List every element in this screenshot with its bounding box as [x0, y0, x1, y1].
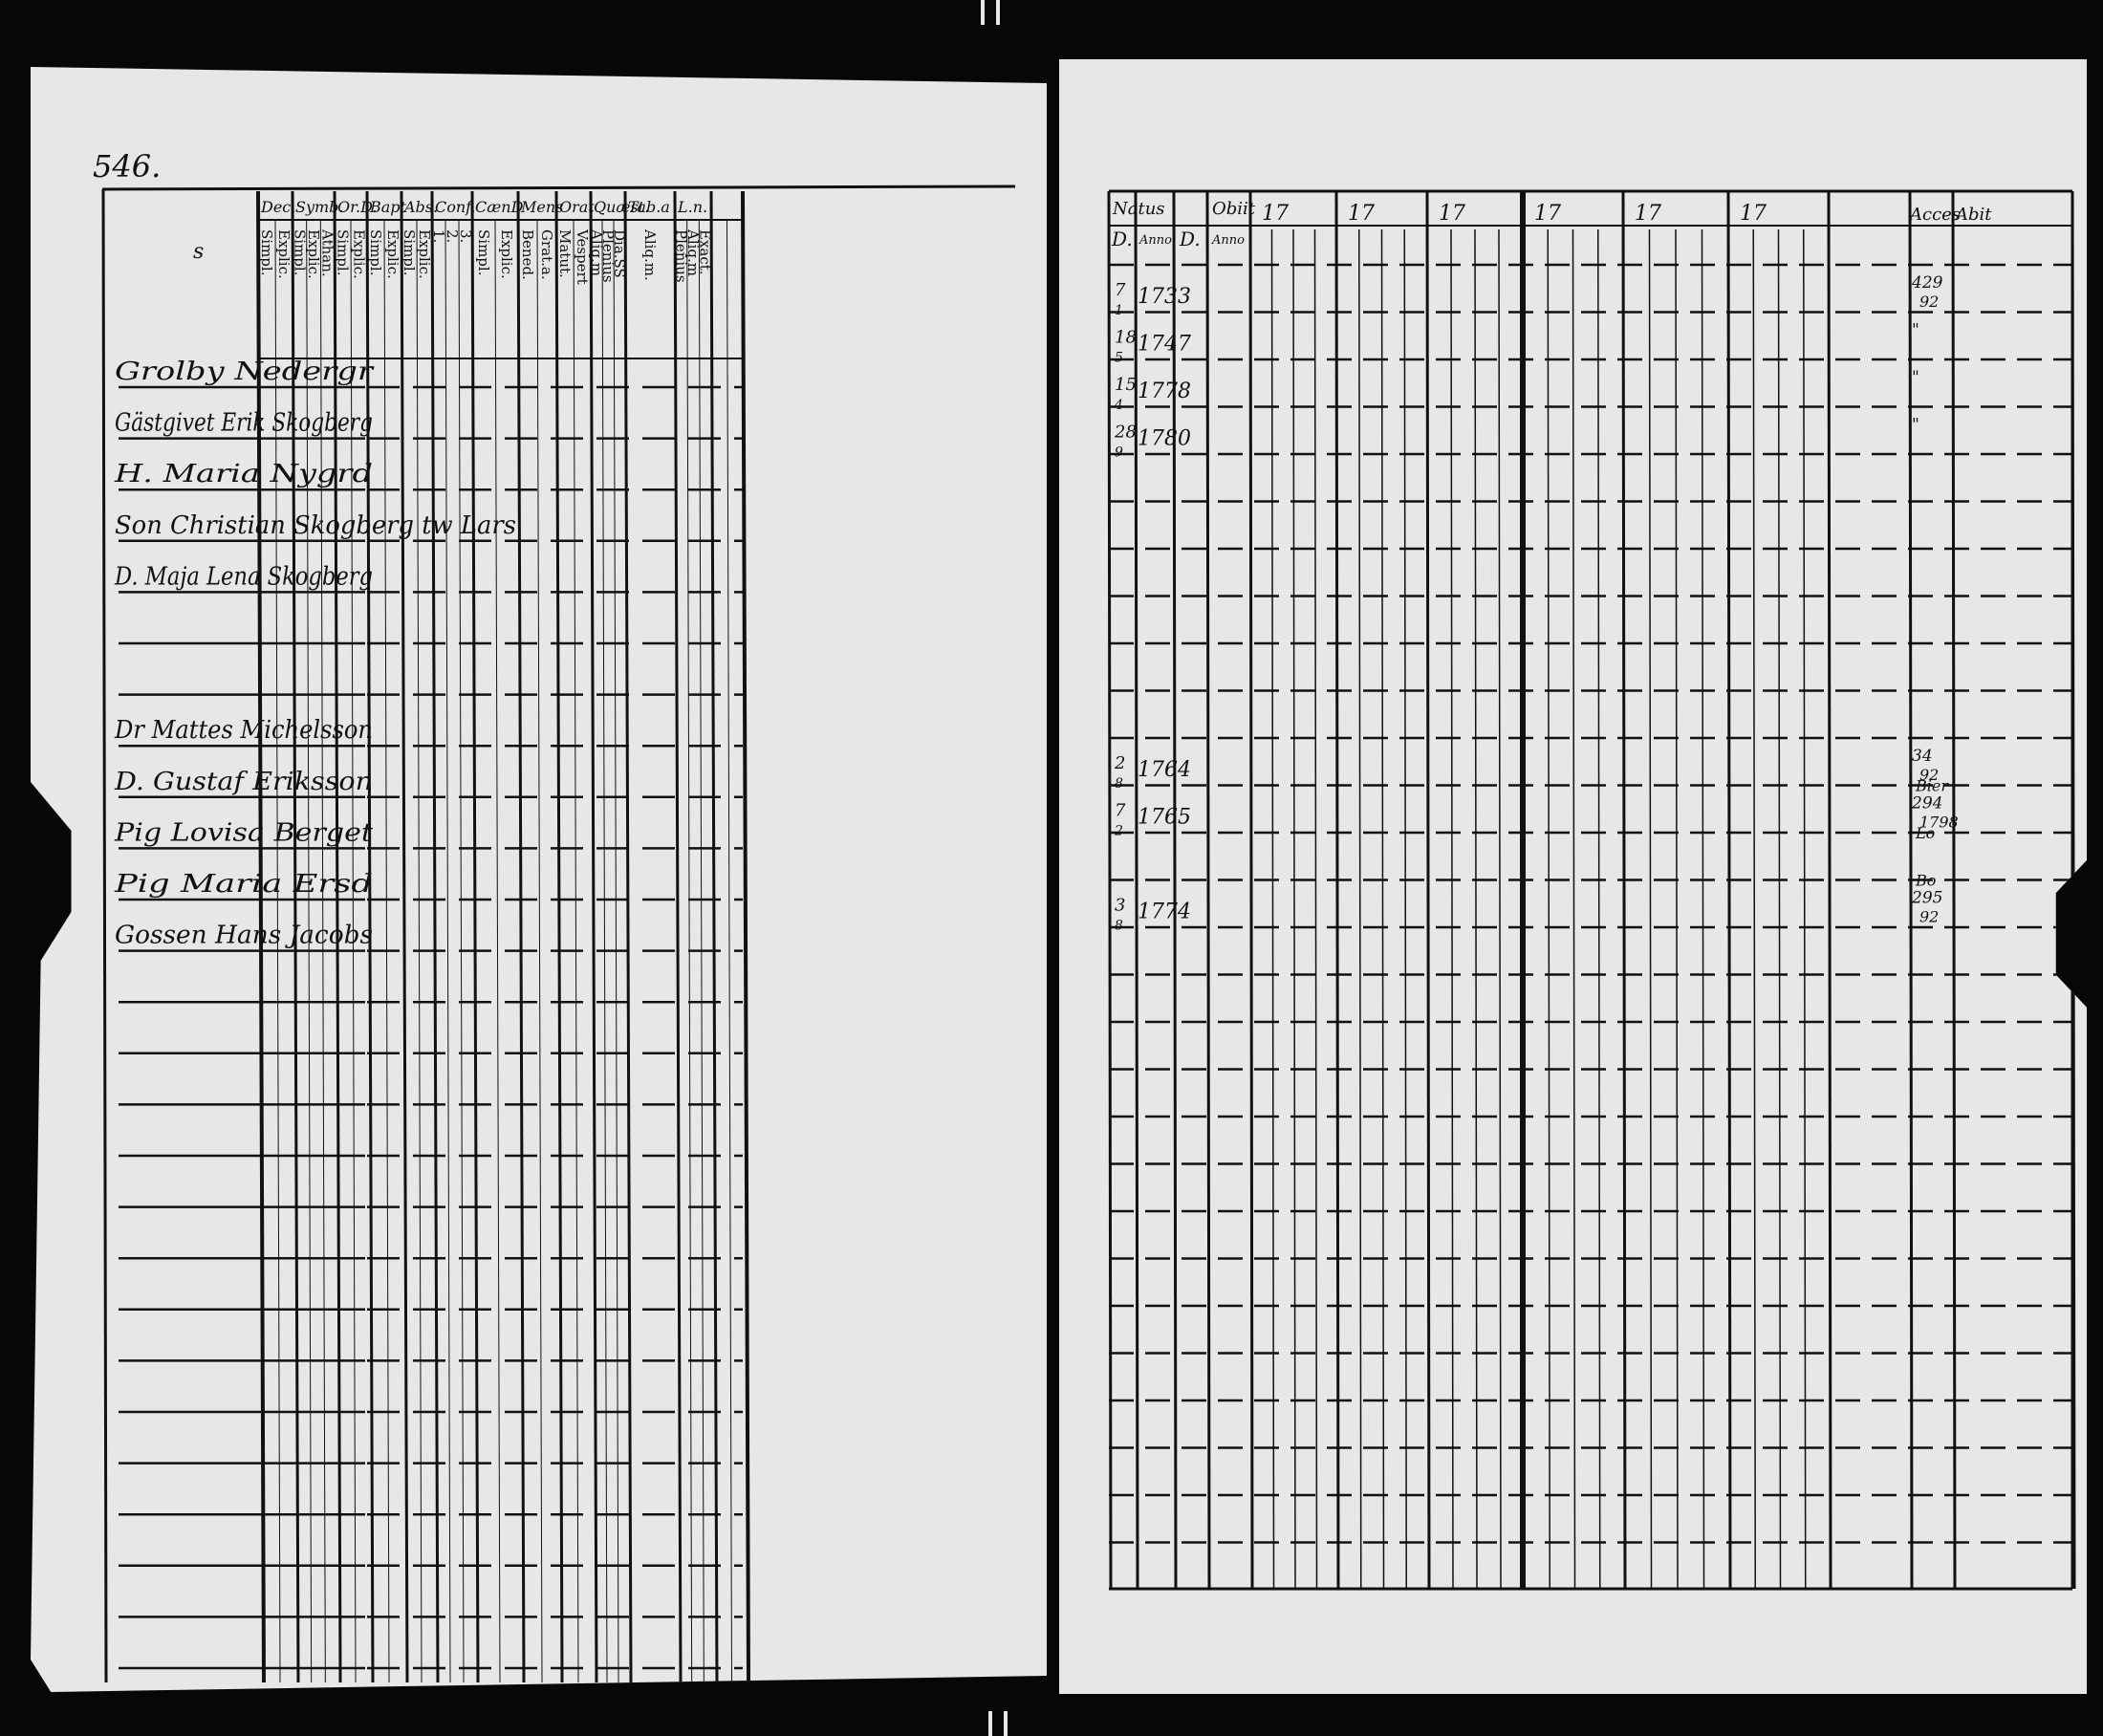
column-header: Or.D.: [337, 198, 378, 216]
sub-column-divider: [1499, 229, 1501, 1589]
column-header: Tab.a: [628, 198, 670, 216]
column-subheader: Aliq.m: [588, 229, 605, 277]
column-divider: [1250, 191, 1252, 1589]
sub-column-divider: [1804, 229, 1806, 1589]
birth-month: 9: [1115, 445, 1123, 461]
resident-name: Pig Lovisa Berget: [113, 818, 374, 848]
sub-column-divider: [537, 220, 542, 1682]
obiit-day-header: D.: [1180, 228, 1201, 250]
accessit-note: Bo: [1916, 871, 1937, 890]
column-divider: [591, 191, 596, 1682]
sub-column-divider: [1650, 229, 1652, 1589]
sub-column-divider: [1404, 229, 1406, 1589]
column-subheader: Aliq.m.: [641, 229, 659, 281]
column-subheader: Bened.: [519, 229, 536, 280]
column-divider: [401, 191, 407, 1682]
accessit-header: Acces: [1910, 205, 1962, 225]
obiit-header: Obiit: [1212, 199, 1256, 219]
column-subheader: Plenius: [672, 229, 690, 283]
sub-column-divider: [1676, 229, 1678, 1589]
accessit-entry: 92: [1919, 907, 1940, 926]
column-subheader: Athan.: [318, 229, 336, 277]
sub-column-divider: [1753, 229, 1755, 1589]
column-header: Conf.: [435, 198, 476, 216]
accessit-entry: ": [1912, 415, 1919, 435]
accessit-entry: 1798: [1919, 813, 1959, 832]
resident-name: D. Maja Lena Skogberg: [114, 562, 373, 592]
year-group-header: 17: [1262, 202, 1289, 226]
birth-year: 1780: [1138, 426, 1191, 451]
column-header: Dec.: [261, 198, 296, 216]
birth-day: 28: [1115, 422, 1137, 443]
resident-name: H. Maria Nygrd: [113, 460, 374, 489]
right-ledger-grid: [1059, 59, 2087, 1694]
column-subheader: Matut.: [556, 229, 574, 278]
column-divider: [556, 191, 562, 1682]
birth-year: 1764: [1138, 758, 1191, 782]
left-ledger-grid: [31, 67, 1047, 1692]
birth-day: 2: [1115, 753, 1126, 773]
accessit-note: Bier: [1916, 776, 1948, 795]
column-subheader: Grat.a.: [538, 229, 555, 280]
page-number: 546.: [93, 148, 162, 184]
column-divider: [1336, 191, 1338, 1589]
column-divider: [472, 191, 478, 1682]
sub-column-divider: [445, 220, 450, 1682]
column-subheader: Plenius: [599, 229, 617, 283]
accessit-entry: 92: [1919, 293, 1940, 311]
column-subheader: Dia.SS: [611, 229, 628, 278]
column-divider: [711, 191, 717, 1682]
column-subheader: Explic.: [416, 229, 433, 279]
sub-column-divider: [1475, 229, 1477, 1589]
column-header: Orat: [559, 198, 595, 216]
resident-name: Gästgivet Erik Skogberg: [115, 408, 373, 438]
sub-column-divider: [1573, 229, 1575, 1589]
resident-name: Gossen Hans Jacobs: [115, 921, 373, 950]
column-divider: [743, 191, 748, 1682]
sub-column-divider: [1359, 229, 1361, 1589]
column-header: Bapt: [370, 198, 406, 216]
column-subheader: Simpl.: [475, 229, 492, 276]
year-group-header: 17: [1740, 202, 1767, 226]
sub-column-divider: [1293, 229, 1295, 1589]
birth-year: 1733: [1138, 285, 1191, 309]
resident-name: Pig Maria Ersd: [113, 870, 373, 899]
birth-month: 8: [1115, 918, 1123, 934]
abiit-header: Abit: [1956, 205, 1992, 225]
birth-month: 2: [1115, 823, 1123, 839]
column-subheader: 2.: [444, 229, 461, 244]
column-divider: [1427, 191, 1429, 1589]
column-subheader: 1.: [430, 229, 447, 244]
column-subheader: Explic.: [350, 229, 368, 279]
column-subheader: Simpl.: [334, 229, 352, 276]
column-divider: [1728, 191, 1730, 1589]
year-group-header: 17: [1348, 202, 1375, 226]
column-header: Symb.: [295, 198, 344, 216]
birth-day: 7: [1115, 800, 1126, 821]
column-divider: [1623, 191, 1625, 1589]
column-divider: [432, 191, 438, 1682]
margin-mark: s: [193, 240, 205, 264]
birth-day: 3: [1115, 895, 1126, 916]
sub-column-divider: [727, 220, 732, 1682]
binding-mark: [1004, 1711, 1008, 1736]
column-divider: [1109, 191, 1111, 1589]
column-divider: [625, 191, 631, 1682]
column-header: Mens: [521, 198, 564, 216]
column-subheader: Explic.: [498, 229, 515, 279]
column-divider: [518, 191, 524, 1682]
column-header: Quæst.: [594, 198, 650, 216]
left-ledger-page: [31, 67, 1047, 1692]
binding-mark: [981, 0, 985, 25]
sub-column-divider: [1598, 229, 1600, 1589]
accessit-entry: 34: [1912, 747, 1933, 766]
sub-column-divider: [1451, 229, 1453, 1589]
table-left-rule: [103, 189, 106, 1682]
column-subheader: Simpl.: [258, 229, 275, 276]
sub-column-divider: [1702, 229, 1704, 1589]
accessit-note: Lo: [1916, 824, 1936, 842]
natus-header: Natus: [1113, 199, 1165, 219]
column-header: CænD: [475, 198, 524, 216]
year-group-header: 17: [1439, 202, 1465, 226]
birth-month: 4: [1115, 398, 1123, 413]
column-header: Abs.: [404, 198, 439, 216]
column-subheader: Explic.: [305, 229, 322, 279]
column-subheader: Explic.: [275, 229, 293, 279]
binding-mark: [988, 1711, 992, 1736]
column-subheader: Vespert: [574, 229, 591, 285]
sub-column-divider: [1382, 229, 1384, 1589]
column-subheader: Simpl.: [401, 229, 418, 276]
natus-day-header: D.: [1112, 228, 1133, 250]
birth-year: 1765: [1138, 805, 1191, 830]
obiit-year-header: Anno: [1212, 233, 1245, 248]
resident-name: Grolby Nedergr: [115, 358, 376, 386]
column-subheader: Simpl.: [291, 229, 309, 276]
sub-column-divider: [1315, 229, 1317, 1589]
accessit-entry: ": [1912, 368, 1919, 387]
column-subheader: Simpl.: [367, 229, 384, 276]
sub-column-divider: [1548, 229, 1550, 1589]
column-subheader: 3.: [457, 229, 474, 244]
sub-column-divider: [1272, 229, 1274, 1589]
column-header: L.n.: [678, 198, 708, 216]
accessit-entry: 295: [1912, 888, 1943, 908]
sub-column-divider: [495, 220, 500, 1682]
natus-year-header: Anno: [1139, 233, 1172, 248]
birth-month: 8: [1115, 776, 1123, 792]
birth-month: 1: [1115, 303, 1123, 318]
column-divider: [1207, 191, 1209, 1589]
resident-name: D. Gustaf Eriksson: [113, 767, 373, 796]
accessit-entry: 294: [1912, 793, 1943, 814]
accessit-entry: 92: [1919, 766, 1940, 784]
year-group-header: 17: [1635, 202, 1661, 226]
column-divider: [1829, 191, 1831, 1589]
column-subheader: Explic.: [384, 229, 401, 279]
accessit-entry: ": [1912, 320, 1919, 340]
table-top-rule: [102, 186, 1015, 189]
accessit-entry: 429: [1912, 273, 1943, 293]
resident-name: Son Christian Skogberg tw Lars: [115, 510, 516, 540]
birth-day: 15: [1115, 375, 1137, 395]
year-group-header: 17: [1534, 202, 1561, 226]
birth-month: 5: [1115, 350, 1123, 366]
birth-day: 18: [1115, 327, 1137, 348]
resident-name: Dr Mattes Michelsson: [114, 716, 374, 746]
column-divider: [675, 191, 681, 1682]
right-ledger-page: [1059, 59, 2087, 1694]
binding-mark: [996, 0, 1000, 25]
column-subheader: Aliq.m: [684, 229, 702, 277]
birth-day: 7: [1115, 280, 1126, 300]
birth-year: 1774: [1138, 900, 1191, 924]
column-subheader: Exact.: [696, 229, 714, 275]
birth-year: 1778: [1138, 380, 1191, 403]
sub-column-divider: [1779, 229, 1781, 1589]
birth-year: 1747: [1138, 332, 1191, 357]
column-divider: [1953, 191, 1955, 1589]
